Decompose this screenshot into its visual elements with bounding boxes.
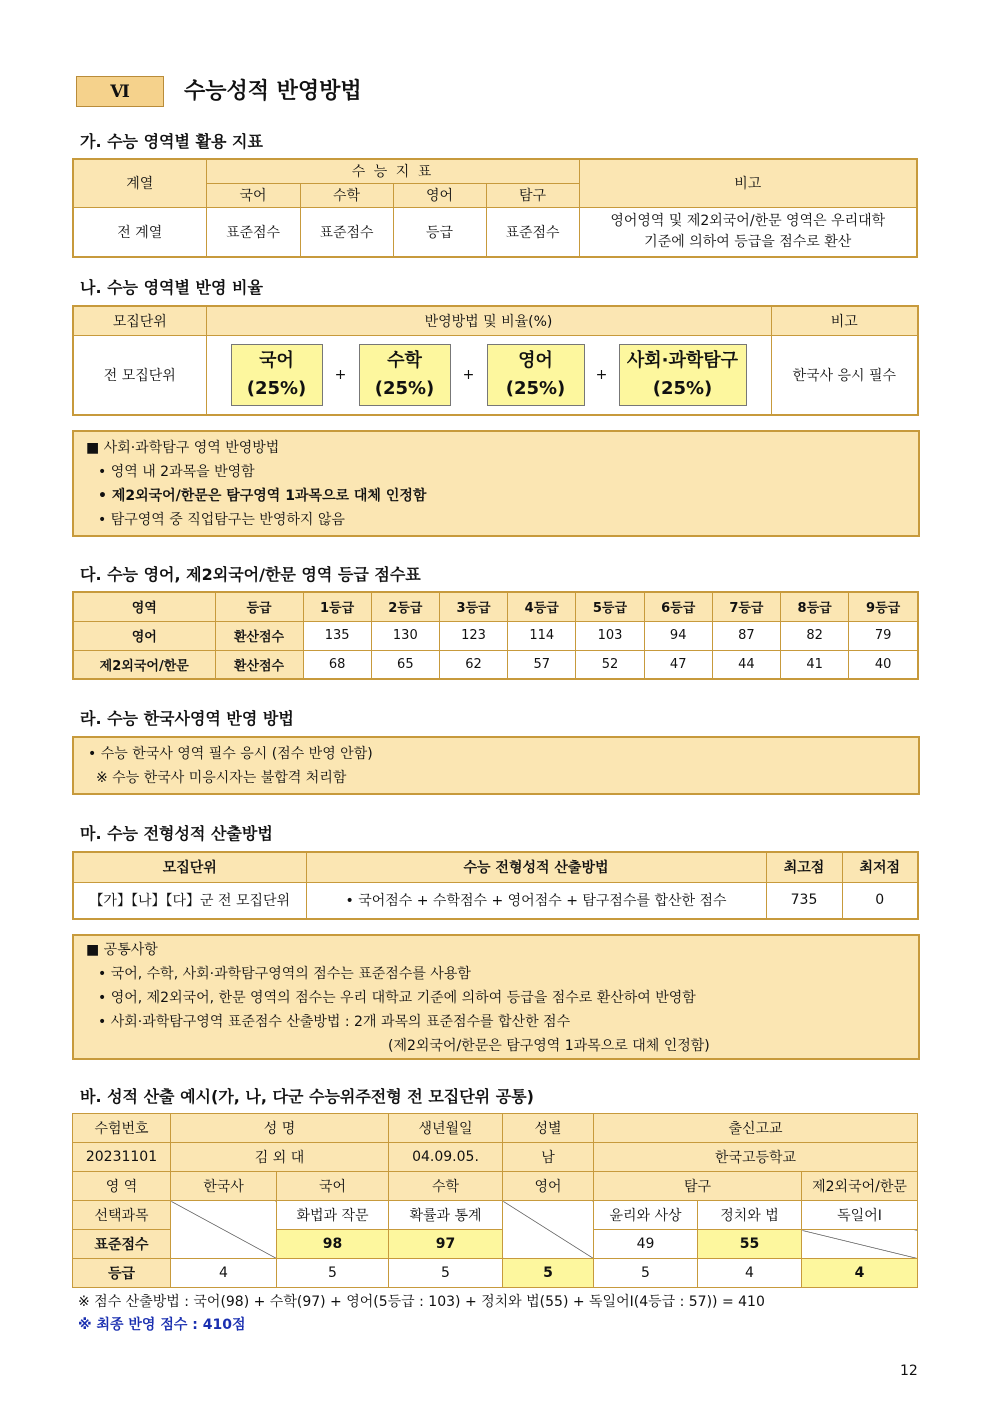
score-cell: 62 bbox=[439, 650, 507, 679]
ratio-percent: (25%) bbox=[505, 377, 566, 399]
grade-cell: 5 bbox=[389, 1259, 503, 1288]
table-row bbox=[73, 650, 918, 679]
plus-sign: + bbox=[334, 366, 347, 383]
cell-series: 전 계열 bbox=[73, 207, 206, 257]
area-cell: 탐구 bbox=[594, 1172, 802, 1201]
score-cell: 65 bbox=[371, 650, 439, 679]
cell-method bbox=[206, 335, 771, 415]
grade-cell: 4 bbox=[171, 1259, 277, 1288]
section-e-title: 마. 수능 전형성적 산출방법 bbox=[80, 824, 273, 843]
area-cell: 수학 bbox=[389, 1172, 503, 1201]
score-cell: 79 bbox=[849, 621, 918, 650]
history-note-box bbox=[72, 736, 920, 795]
cell-value: 표준점수 bbox=[300, 207, 393, 257]
note-item: • 수능 한국사 영역 필수 응시 (점수 반영 안함) bbox=[88, 746, 373, 762]
ratio-subject: 사회·과학탐구 bbox=[626, 349, 739, 371]
score-cell: 47 bbox=[644, 650, 712, 679]
selected-subject: 윤리와 사상 bbox=[594, 1201, 698, 1230]
grade-cell: 4 bbox=[802, 1259, 918, 1288]
cell-max: 735 bbox=[766, 882, 842, 919]
grade-header: 3등급 bbox=[439, 592, 507, 621]
row-area: 제2외국어/한문 bbox=[73, 650, 215, 679]
header-min: 최저점 bbox=[842, 852, 918, 882]
ratio-percent: (25%) bbox=[374, 377, 435, 399]
ratio-subject: 영어 bbox=[518, 349, 553, 371]
score-cell: 52 bbox=[576, 650, 644, 679]
note-line: 기준에 의하여 등급을 점수로 환산 bbox=[644, 233, 852, 250]
grade-header: 2등급 bbox=[371, 592, 439, 621]
ratio-box bbox=[359, 344, 451, 406]
grade-cell: 5 bbox=[277, 1259, 389, 1288]
note-item: • 영역 내 2과목을 반영함 bbox=[98, 464, 255, 480]
header-index: 수 능 지 표 bbox=[206, 159, 579, 183]
calc-footnote: ※ 점수 산출방법 : 국어(98) + 수학(97) + 영어(5등급 : 103) + 정치와 법(55) + 독일어Ⅰ(4등급 : 57)) = 410 bbox=[78, 1294, 765, 1310]
row-label: 환산점수 bbox=[215, 621, 303, 650]
selected-subject: 화법과 작문 bbox=[277, 1201, 389, 1230]
header-unit: 모집단위 bbox=[73, 306, 206, 335]
header-method: 수능 전형성적 산출방법 bbox=[306, 852, 766, 882]
area-cell: 한국사 bbox=[171, 1172, 277, 1201]
note-heading: ■ 공통사항 bbox=[86, 942, 158, 958]
score-cell: 87 bbox=[712, 621, 780, 650]
grade-cell: 4 bbox=[698, 1259, 802, 1288]
score-cell: 123 bbox=[439, 621, 507, 650]
header-unit: 모집단위 bbox=[73, 852, 306, 882]
note-item: ※ 수능 한국사 미응시자는 불합격 처리함 bbox=[96, 770, 347, 786]
note-item: • 국어, 수학, 사회·과학탐구영역의 점수는 표준점수를 사용함 bbox=[98, 966, 471, 982]
inquiry-note-box bbox=[72, 430, 920, 537]
grade-table bbox=[72, 591, 919, 680]
cell-name: 김 외 대 bbox=[171, 1143, 389, 1172]
header-area: 영 역 bbox=[73, 1172, 171, 1201]
header-series: 계열 bbox=[73, 159, 206, 207]
header-selected: 선택과목 bbox=[73, 1201, 171, 1230]
score-cell: 135 bbox=[303, 621, 371, 650]
cell-exam: 20231101 bbox=[73, 1143, 171, 1172]
cell-birth: 04.09.05. bbox=[389, 1143, 503, 1172]
ratio-table bbox=[72, 305, 919, 416]
section-b-title: 나. 수능 영역별 반영 비율 bbox=[80, 278, 263, 297]
header-subject: 탐구 bbox=[486, 183, 579, 207]
final-score-note: ※ 최종 반영 점수 : 410점 bbox=[78, 1317, 246, 1333]
grade-header: 7등급 bbox=[712, 592, 780, 621]
area-cell: 제2외국어/한문 bbox=[802, 1172, 918, 1201]
common-note-box bbox=[72, 934, 920, 1060]
cell-min: 0 bbox=[842, 882, 918, 919]
ratio-box bbox=[231, 344, 323, 406]
std-score: 98 bbox=[277, 1230, 389, 1259]
note-item: • 사회·과학탐구영역 표준점수 산출방법 : 2개 과목의 표준점수를 합산한 점수 bbox=[98, 1014, 571, 1030]
cell-unit: 【가】【나】【다】군 전 모집단위 bbox=[73, 882, 306, 919]
example-table bbox=[72, 1113, 918, 1288]
selected-subject: 독일어Ⅰ bbox=[802, 1201, 918, 1230]
grade-header: 5등급 bbox=[576, 592, 644, 621]
header-note: 비고 bbox=[579, 159, 917, 207]
ratio-subject: 수학 bbox=[387, 349, 422, 371]
score-cell: 57 bbox=[508, 650, 576, 679]
section-f-title: 바. 성적 산출 예시(가, 나, 다군 수능위주전형 전 모집단위 공통) bbox=[80, 1087, 534, 1106]
header-method: 반영방법 및 비율(%) bbox=[206, 306, 771, 335]
plus-sign: + bbox=[462, 366, 475, 383]
ratio-box bbox=[619, 344, 747, 406]
cell-method: • 국어점수 + 수학점수 + 영어점수 + 탐구점수를 합산한 점수 bbox=[306, 882, 766, 919]
row-label: 환산점수 bbox=[215, 650, 303, 679]
header-subject: 국어 bbox=[206, 183, 300, 207]
score-cell: 41 bbox=[781, 650, 849, 679]
section-a-title: 가. 수능 영역별 활용 지표 bbox=[80, 132, 263, 151]
area-cell: 국어 bbox=[277, 1172, 389, 1201]
score-cell: 68 bbox=[303, 650, 371, 679]
grade-header: 1등급 bbox=[303, 592, 371, 621]
header-subject: 수학 bbox=[300, 183, 393, 207]
note-heading: ■ 사회·과학탐구 영역 반영방법 bbox=[86, 440, 280, 456]
score-cell: 82 bbox=[781, 621, 849, 650]
cell-value: 등급 bbox=[393, 207, 486, 257]
header-name: 성 명 bbox=[171, 1114, 389, 1143]
grade-cell: 5 bbox=[503, 1259, 594, 1288]
grade-header: 4등급 bbox=[508, 592, 576, 621]
empty-diagonal-cell bbox=[802, 1230, 918, 1259]
note-item: (제2외국어/한문은 탐구영역 1과목으로 대체 인정함) bbox=[388, 1038, 710, 1054]
score-cell: 103 bbox=[576, 621, 644, 650]
chapter-number: Ⅵ bbox=[76, 76, 164, 107]
header-area: 영역 bbox=[73, 592, 215, 621]
cell-value: 표준점수 bbox=[206, 207, 300, 257]
page-number: 12 bbox=[900, 1363, 918, 1379]
chapter-title: 수능성적 반영방법 bbox=[184, 79, 362, 104]
cell-sex: 남 bbox=[503, 1143, 594, 1172]
std-score: 49 bbox=[594, 1230, 698, 1259]
header-school: 출신고교 bbox=[594, 1114, 918, 1143]
header-birth: 생년월일 bbox=[389, 1114, 503, 1143]
section-c-title: 다. 수능 영어, 제2외국어/한문 영역 등급 점수표 bbox=[80, 565, 421, 584]
empty-diagonal-cell bbox=[171, 1201, 277, 1259]
grade-cell: 5 bbox=[594, 1259, 698, 1288]
header-sex: 성별 bbox=[503, 1114, 594, 1143]
index-table bbox=[72, 158, 918, 258]
ratio-percent: (25%) bbox=[246, 377, 307, 399]
selected-subject: 확률과 통계 bbox=[389, 1201, 503, 1230]
cell-note: 한국사 응시 필수 bbox=[771, 335, 918, 415]
selected-subject: 정치와 법 bbox=[698, 1201, 802, 1230]
row-area: 영어 bbox=[73, 621, 215, 650]
std-score: 55 bbox=[698, 1230, 802, 1259]
area-cell: 영어 bbox=[503, 1172, 594, 1201]
note-item: • 영어, 제2외국어, 한문 영역의 점수는 우리 대학교 기준에 의하여 등급을 점수로 환산하여 반영함 bbox=[98, 990, 696, 1006]
ratio-percent: (25%) bbox=[652, 377, 713, 399]
score-cell: 44 bbox=[712, 650, 780, 679]
cell-school: 한국고등학교 bbox=[594, 1143, 918, 1172]
std-score: 97 bbox=[389, 1230, 503, 1259]
note-item: • 제2외국어/한문은 탐구영역 1과목으로 대체 인정함 bbox=[98, 488, 427, 504]
score-cell: 40 bbox=[849, 650, 918, 679]
ratio-subject: 국어 bbox=[259, 349, 294, 371]
grade-header: 9등급 bbox=[849, 592, 918, 621]
ratio-box bbox=[487, 344, 585, 406]
cell-note bbox=[579, 207, 917, 257]
header-grade: 등급 bbox=[215, 592, 303, 621]
header-note: 비고 bbox=[771, 306, 918, 335]
table-row bbox=[73, 621, 918, 650]
grade-header: 6등급 bbox=[644, 592, 712, 621]
header-grade: 등급 bbox=[73, 1259, 171, 1288]
score-cell: 94 bbox=[644, 621, 712, 650]
score-cell: 114 bbox=[508, 621, 576, 650]
score-cell: 130 bbox=[371, 621, 439, 650]
header-max: 최고점 bbox=[766, 852, 842, 882]
note-line: 영어영역 및 제2외국어/한문 영역은 우리대학 bbox=[610, 212, 886, 229]
plus-sign: + bbox=[595, 366, 608, 383]
empty-diagonal-cell bbox=[503, 1201, 594, 1259]
note-item: • 탐구영역 중 직업탐구는 반영하지 않음 bbox=[98, 512, 345, 528]
header-exam: 수험번호 bbox=[73, 1114, 171, 1143]
cell-value: 표준점수 bbox=[486, 207, 579, 257]
section-d-title: 라. 수능 한국사영역 반영 방법 bbox=[80, 709, 294, 728]
calc-table bbox=[72, 851, 919, 920]
header-subject: 영어 bbox=[393, 183, 486, 207]
grade-header: 8등급 bbox=[781, 592, 849, 621]
header-std: 표준점수 bbox=[73, 1230, 171, 1259]
cell-unit: 전 모집단위 bbox=[73, 335, 206, 415]
